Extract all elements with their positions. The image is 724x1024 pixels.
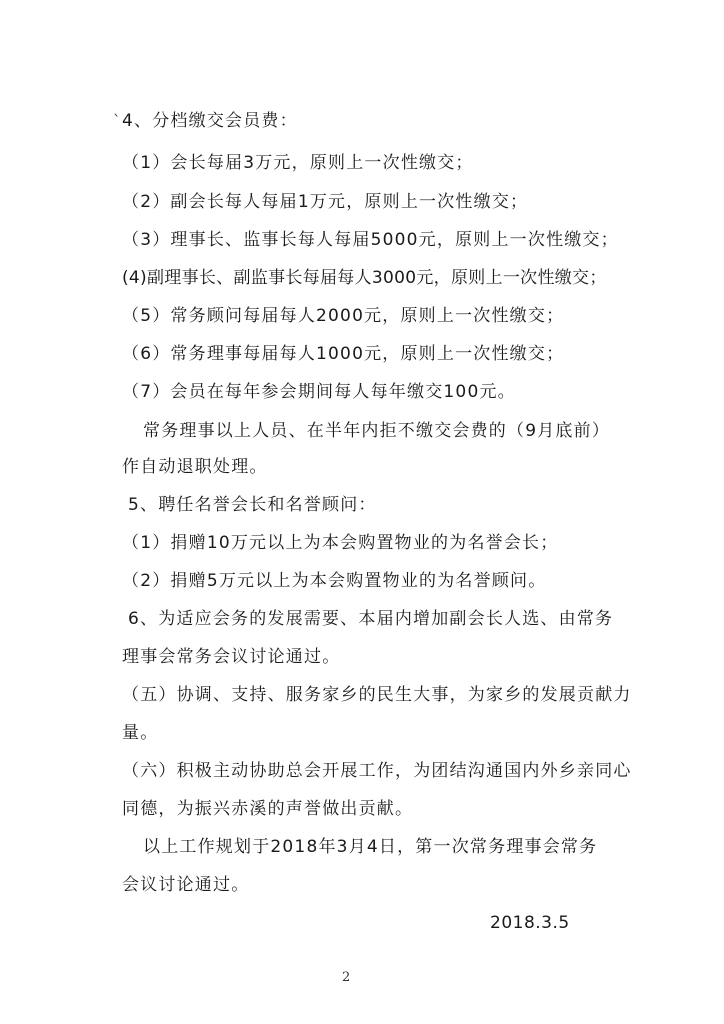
fee-item-2: （2）副会长每人每届1万元，原则上一次性缴交； xyxy=(122,192,529,212)
paragraph-fee-refusal-line1: 常务理事以上人员、在半年内拒不缴交会费的（9月底前） xyxy=(143,421,611,441)
fee-item-6: （6）常务理事每届每人1000元，原则上一次性缴交； xyxy=(122,344,565,364)
honor-item-2: （2）捐赠5万元以上为本会购置物业的为名誉顾问。 xyxy=(122,571,547,591)
closing-line2: 会议讨论通过。 xyxy=(122,875,250,895)
fee-item-4: (4)副理事长、副监事长每届每人3000元，原则上一次性缴交； xyxy=(122,268,607,288)
page-number: 2 xyxy=(342,970,351,985)
section-six-line2: 同德，为振兴赤溪的声誉做出贡献。 xyxy=(122,799,414,819)
closing-line1: 以上工作规划于2018年3月4日，第一次常务理事会常务 xyxy=(143,837,598,857)
fee-item-7: （7）会员在每年参会期间每人每年缴交100元。 xyxy=(122,382,516,402)
document-date: 2018.3.5 xyxy=(490,913,570,933)
fee-item-5: （5）常务顾问每届每人2000元，原则上一次性缴交； xyxy=(122,306,565,326)
fee-item-1: （1）会长每届3万元，原则上一次性缴交； xyxy=(122,153,474,173)
section-6-line1: 6、为适应会务的发展需要、本届内增加副会长人选、由常务 xyxy=(128,609,614,629)
honor-item-1: （1）捐赠10万元以上为本会购置物业的为名誉会长； xyxy=(122,533,559,553)
section-six-line1: （六）积极主动协助总会开展工作，为团结沟通国内外乡亲同心 xyxy=(122,761,632,781)
section-five-line2: 量。 xyxy=(122,723,159,743)
scan-mark: ` xyxy=(113,112,121,130)
section-five-line1: （五）协调、支持、服务家乡的民生大事，为家乡的发展贡献力 xyxy=(122,685,632,705)
section-4-heading: 4、分档缴交会员费： xyxy=(122,111,298,131)
section-5-heading: 5、聘任名誉会长和名誉顾问： xyxy=(128,495,377,515)
section-6-line2: 理事会常务会议讨论通过。 xyxy=(122,647,341,667)
fee-item-3: （3）理事长、监事长每人每届5000元，原则上一次性缴交； xyxy=(122,230,619,250)
paragraph-fee-refusal-line2: 作自动退职处理。 xyxy=(122,457,268,477)
